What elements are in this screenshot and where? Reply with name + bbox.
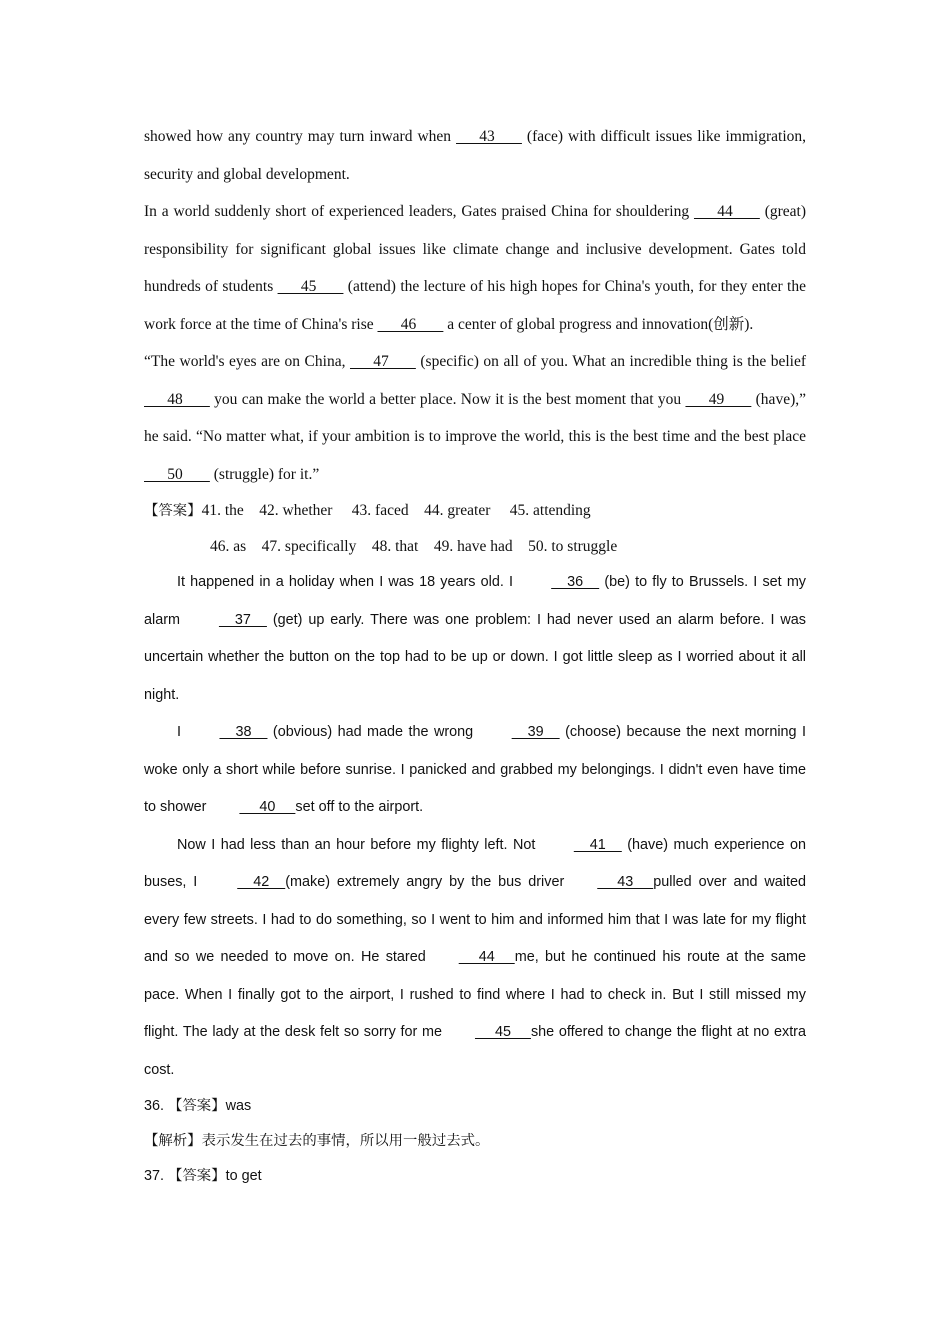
- text: (obvious) had made the wrong: [267, 724, 479, 740]
- text: showed how any country may turn inward when: [144, 128, 457, 145]
- text: set off to the airport.: [295, 799, 424, 815]
- blank-46: 46: [377, 315, 444, 333]
- text: In a world suddenly short of experienced leaders, Gates praised China for shouldering: [144, 203, 694, 220]
- text: “The world's eyes are on China,: [144, 353, 350, 370]
- analysis-text: 表示发生在过去的事情，所以用一般过去式。: [201, 1133, 490, 1149]
- question-number: 37.: [144, 1168, 169, 1184]
- passage2-paragraph-1: [144, 564, 806, 714]
- answer-value: to get: [225, 1168, 262, 1184]
- blank-49: 49: [685, 390, 752, 408]
- passage2-paragraph-3: [144, 827, 806, 1090]
- answer-label: 【答案】: [168, 1098, 226, 1114]
- answer-values: 41. the 42. whether 43. faced 44. greater 45. attending: [201, 502, 591, 519]
- text: (specific) on all of you. What an incredible thing is the belief: [415, 353, 807, 370]
- blank-42: 42: [237, 874, 286, 890]
- text: (make) extremely angry by the bus driver: [285, 874, 565, 890]
- text: (struggle) for it.”: [209, 465, 320, 483]
- blank-37: 37: [218, 611, 267, 628]
- text: she offered to change the flight at no extra cost.: [144, 1024, 806, 1078]
- text: (have),” he said. “No matter what, if your ambition is to improve the world, this is the best time and the best place: [144, 390, 806, 445]
- passage2-paragraph-2: [144, 714, 806, 827]
- blank-38: 38: [219, 724, 268, 740]
- blank-44: 44: [693, 203, 760, 220]
- blank-45: 45: [277, 278, 344, 295]
- text: (great) responsibility for significant global issues like climate change and inclusive development. Gates told hundreds of students: [144, 203, 807, 295]
- text: (be) to fly to Brussels. I set my alarm: [144, 574, 807, 628]
- text: a center of global progress and innovation(创新).: [443, 315, 754, 333]
- text: (choose) because the next morning I woke only a short while before sunrise. I panicked and grabbed my belongings. I didn't even have time to shower: [144, 724, 806, 815]
- blank-43: 43: [456, 128, 522, 145]
- passage1-paragraph-2: [144, 193, 806, 343]
- blank-48: 48: [144, 390, 210, 408]
- blank-36: 36: [551, 574, 600, 590]
- answer-label: 【答案】: [168, 1168, 226, 1184]
- analysis-36: [144, 1124, 806, 1159]
- text: Now I had less than an hour before my flighty left. Not: [177, 836, 541, 853]
- text: It happened in a holiday when I was 18 years old. I: [177, 574, 519, 590]
- blank-47: 47: [349, 353, 416, 370]
- passage1-paragraph-1: [144, 118, 806, 193]
- blank-43-b: 43: [597, 874, 654, 890]
- text: (attend) the lecture of his high hopes for China's youth, for they enter the work force at the time of China's rise: [144, 278, 806, 333]
- answer-37: [144, 1159, 806, 1194]
- blank-50: 50: [144, 465, 210, 483]
- text: (get) up early. There was one problem: I had never used an alarm before. I was uncertain whether the button on the top had to be up or down. I got little sleep as I worried about it all night.: [144, 611, 806, 703]
- blank-40: 40: [239, 799, 296, 815]
- passage1-paragraph-3: [144, 343, 806, 493]
- text: me, but he continued his route at the same pace. When I finally got to the airport, I rushed to find where I had to check in. But I still missed my flight. The lady at the desk felt so sorry for me: [144, 949, 806, 1040]
- text: pulled over and waited every few streets. I had to do something, so I went to him and informed him that I was late for my flight and so we needed to move on. He stared: [144, 874, 806, 965]
- blank-44-b: 44: [458, 949, 515, 965]
- text: (have) much experience on buses, I: [144, 836, 806, 890]
- answer-36: [144, 1089, 806, 1124]
- text: you can make the world a better place. Now it is the best moment that you: [209, 390, 686, 408]
- answer-key-1-row-1: [144, 493, 806, 529]
- question-number: 36.: [144, 1098, 169, 1114]
- answer-key-1-row-2: [144, 529, 806, 564]
- text: I: [177, 724, 187, 740]
- answer-label: 【答案】: [144, 503, 202, 519]
- blank-45-b: 45: [474, 1024, 531, 1040]
- document-page: [144, 118, 806, 1194]
- blank-41: 41: [573, 836, 622, 853]
- answer-value: was: [225, 1098, 252, 1114]
- answer-values: 46. as 47. specifically 48. that 49. have had 50. to struggle: [210, 538, 618, 555]
- analysis-label: 【解析】: [144, 1133, 202, 1149]
- text: (face) with difficult issues like immigration, security and global development.: [144, 128, 807, 183]
- blank-39: 39: [511, 724, 560, 740]
